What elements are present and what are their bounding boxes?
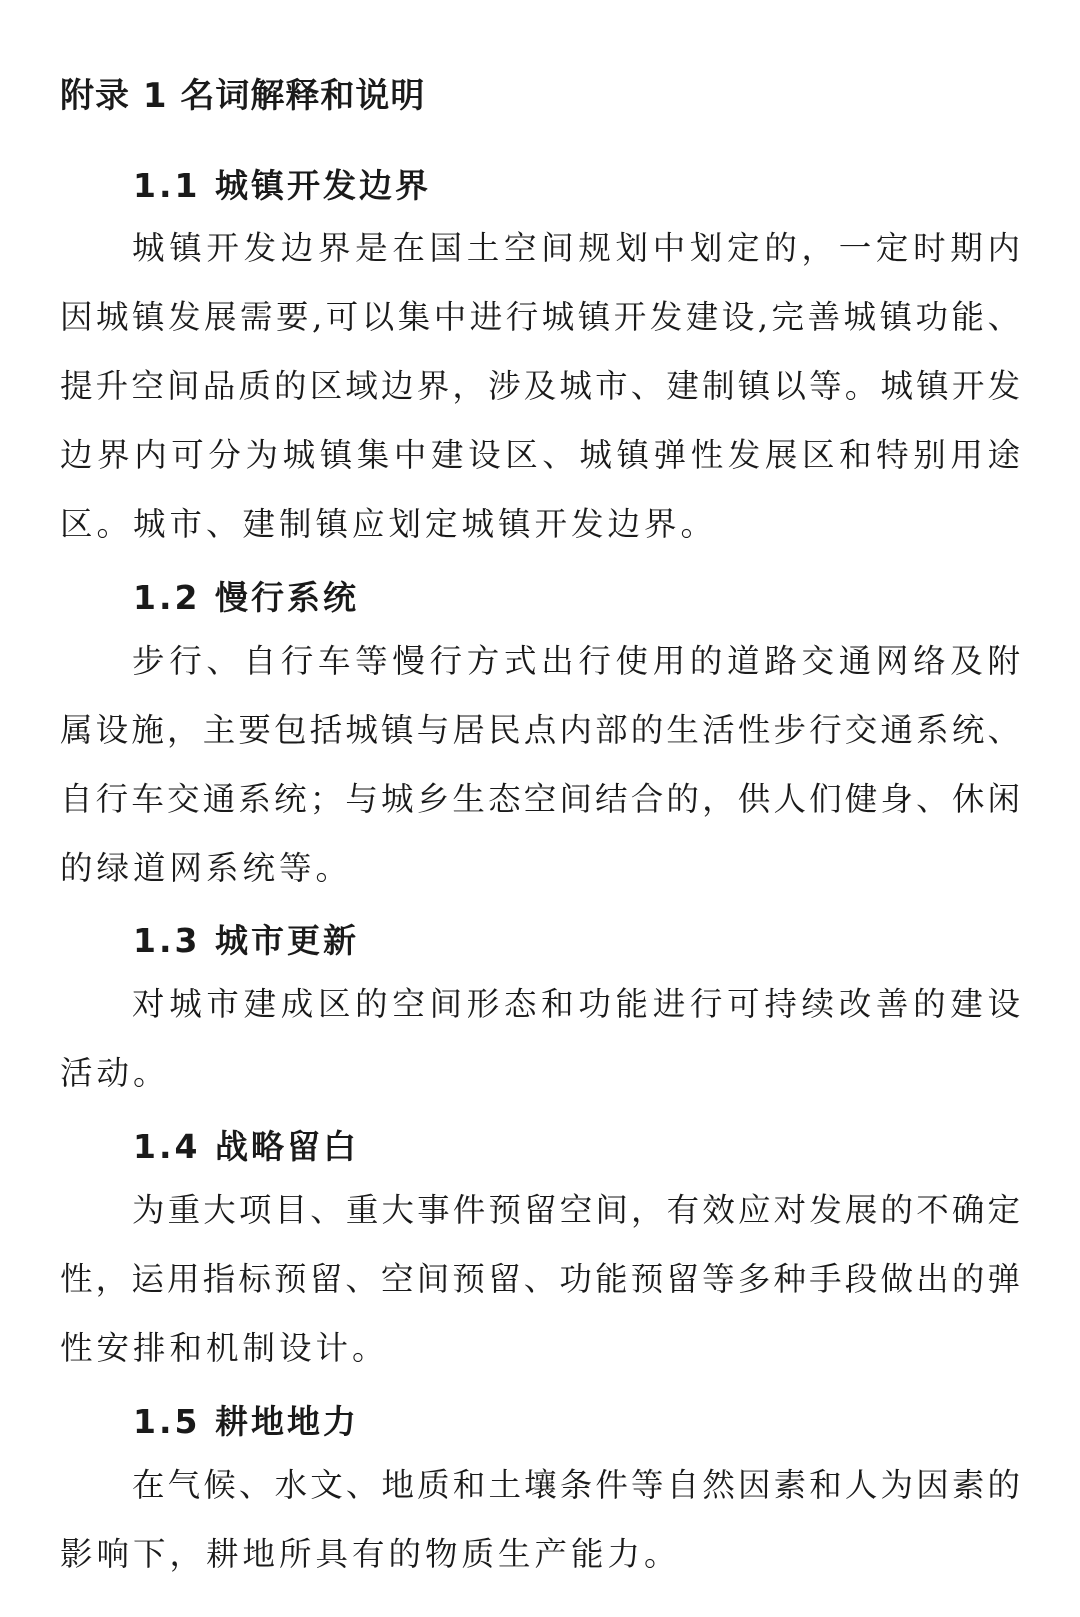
paragraph-line: 边界内可分为城镇集中建设区、城镇弹性发展区和特别用途	[60, 436, 1020, 474]
paragraph-line: 对城市建成区的空间形态和功能进行可持续改善的建设	[132, 985, 1020, 1023]
section-heading-1-4: 1.4 战略留白	[133, 1127, 359, 1166]
paragraph-line: 区。城市、建制镇应划定城镇开发边界。	[60, 505, 718, 543]
paragraph-line: 步行、自行车等慢行方式出行使用的道路交通网络及附	[132, 642, 1020, 680]
section-heading-1-3: 1.3 城市更新	[133, 921, 359, 960]
paragraph-line: 的绿道网系统等。	[60, 849, 353, 887]
paragraph-line: 活动。	[60, 1054, 170, 1092]
paragraph-line: 城镇开发边界是在国土空间规划中划定的，一定时期内	[132, 229, 1020, 267]
paragraph-line: 提升空间品质的区域边界，涉及城市、建制镇以等。城镇开发	[60, 367, 1020, 405]
paragraph-line: 在气候、水文、地质和土壤条件等自然因素和人为因素的	[132, 1466, 1020, 1504]
paragraph-line: 影响下，耕地所具有的物质生产能力。	[60, 1535, 681, 1573]
paragraph-line: 性，运用指标预留、空间预留、功能预留等多种手段做出的弹	[60, 1260, 1020, 1298]
section-heading-1-1: 1.1 城镇开发边界	[133, 166, 431, 205]
paragraph-line: 属设施，主要包括城镇与居民点内部的生活性步行交通系统、	[60, 711, 1020, 749]
paragraph-line: 为重大项目、重大事件预留空间，有效应对发展的不确定	[132, 1191, 1020, 1229]
section-heading-1-2: 1.2 慢行系统	[133, 578, 359, 617]
section-heading-1-5: 1.5 耕地地力	[133, 1402, 359, 1441]
appendix-title: 附录 1 名词解释和说明	[60, 76, 426, 116]
paragraph-line: 性安排和机制设计。	[60, 1329, 389, 1367]
paragraph-line: 自行车交通系统；与城乡生态空间结合的，供人们健身、休闲	[60, 780, 1020, 818]
paragraph-line: 因城镇发展需要,可以集中进行城镇开发建设,完善城镇功能、	[60, 298, 1020, 336]
